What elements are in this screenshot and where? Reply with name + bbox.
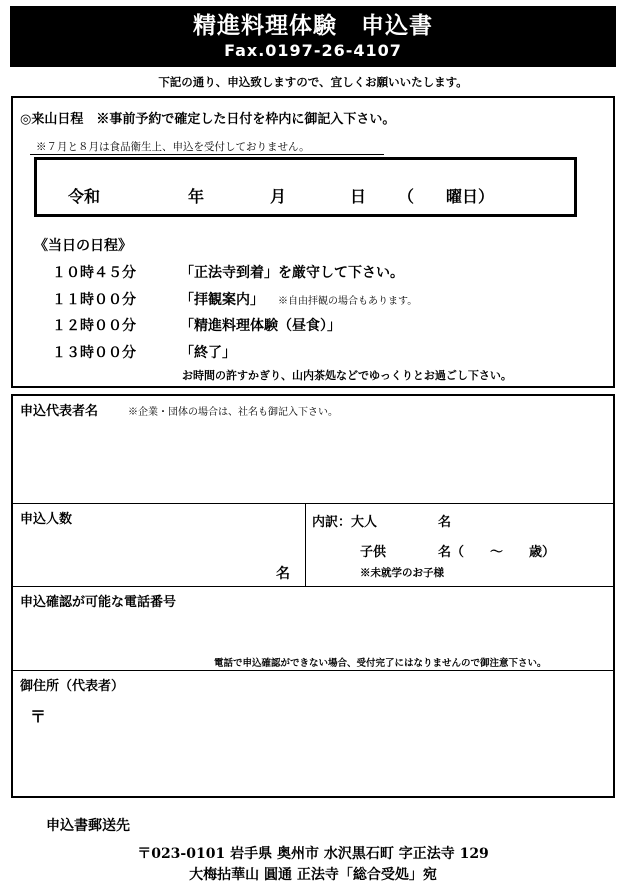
day-schedule-heading: 《当日の日程》 xyxy=(34,238,132,254)
summer-note: ※７月と８月は食品衛生上、申込を受付しておりません。 xyxy=(36,141,310,153)
mailing-recipient: 大梅拈華山 圓通 正法寺「総合受処」宛 xyxy=(189,867,437,883)
schedule-text: 「精進料理体験（昼食）」 xyxy=(180,318,341,334)
row-divider xyxy=(11,503,615,504)
breakdown-label: 内訳：大人 xyxy=(312,515,378,530)
date-day-label: 日 xyxy=(350,187,367,206)
count-label: 申込人数 xyxy=(20,512,73,527)
closing-text: お時間の許すかぎり、山内茶処などでゆっくりとお過ごし下さい。 xyxy=(182,369,512,382)
schedule-time: １３時００分 xyxy=(52,345,136,361)
date-entry-box[interactable] xyxy=(34,157,577,217)
phone-note: 電話で申込確認ができない場合、受付完了にはなりませんので御注意下さい。 xyxy=(214,658,547,669)
schedule-note: ※自由拝観の場合もあります。 xyxy=(278,296,418,307)
child-detail: 名（ ～ 歳） xyxy=(438,545,556,560)
schedule-text: 「拝観案内」 xyxy=(180,292,264,308)
schedule-text: 「正法寺到着」を厳守して下さい。 xyxy=(180,265,404,281)
date-weekday-label: （ 曜日） xyxy=(398,187,495,206)
mailing-heading: 申込書郵送先 xyxy=(46,818,130,834)
row-divider xyxy=(11,586,615,587)
schedule-heading: ◎来山日程 ※事前予約で確定した日付を枠内に御記入下さい。 xyxy=(20,112,396,127)
date-era: 令和 xyxy=(68,187,101,206)
row-divider xyxy=(11,670,615,671)
child-count-field[interactable] xyxy=(396,538,434,558)
adult-count-field[interactable] xyxy=(395,508,435,528)
column-divider xyxy=(305,503,306,586)
schedule-time: １０時４５分 xyxy=(52,265,136,281)
form-title: 精進料理体験 申込書 xyxy=(193,12,433,39)
child-note: ※未就学のお子様 xyxy=(360,567,444,579)
count-field[interactable] xyxy=(14,526,299,582)
date-year-label: 年 xyxy=(188,187,205,206)
mailing-address: 〒023-0101 岩手県 奥州市 水沢黒石町 字正法寺 129 xyxy=(137,846,489,862)
note-underline xyxy=(30,154,384,155)
rep-name-field[interactable] xyxy=(14,420,612,500)
adult-unit: 名 xyxy=(438,515,452,530)
intro-text: 下記の通り、申込致しますので、宜しくお願いいたします。 xyxy=(158,75,468,89)
date-month-label: 月 xyxy=(270,187,287,206)
phone-field[interactable] xyxy=(14,610,612,650)
header-banner xyxy=(10,6,616,67)
rep-label: 申込代表者名 xyxy=(20,404,99,419)
address-label: 御住所（代表者） xyxy=(20,679,125,694)
count-unit: 名 xyxy=(276,566,290,582)
rep-note: ※企業・団体の場合は、社名も御記入下さい。 xyxy=(128,407,338,418)
child-label: 子供 xyxy=(360,545,387,560)
schedule-time: １１時００分 xyxy=(52,292,136,308)
fax-number: Fax.0197-26-4107 xyxy=(224,41,402,60)
schedule-text: 「終了」 xyxy=(180,345,236,361)
phone-label: 申込確認が可能な電話番号 xyxy=(20,595,177,610)
schedule-time: １２時００分 xyxy=(52,318,136,334)
postal-mark: 〒 xyxy=(30,707,47,726)
address-field[interactable] xyxy=(14,695,612,793)
